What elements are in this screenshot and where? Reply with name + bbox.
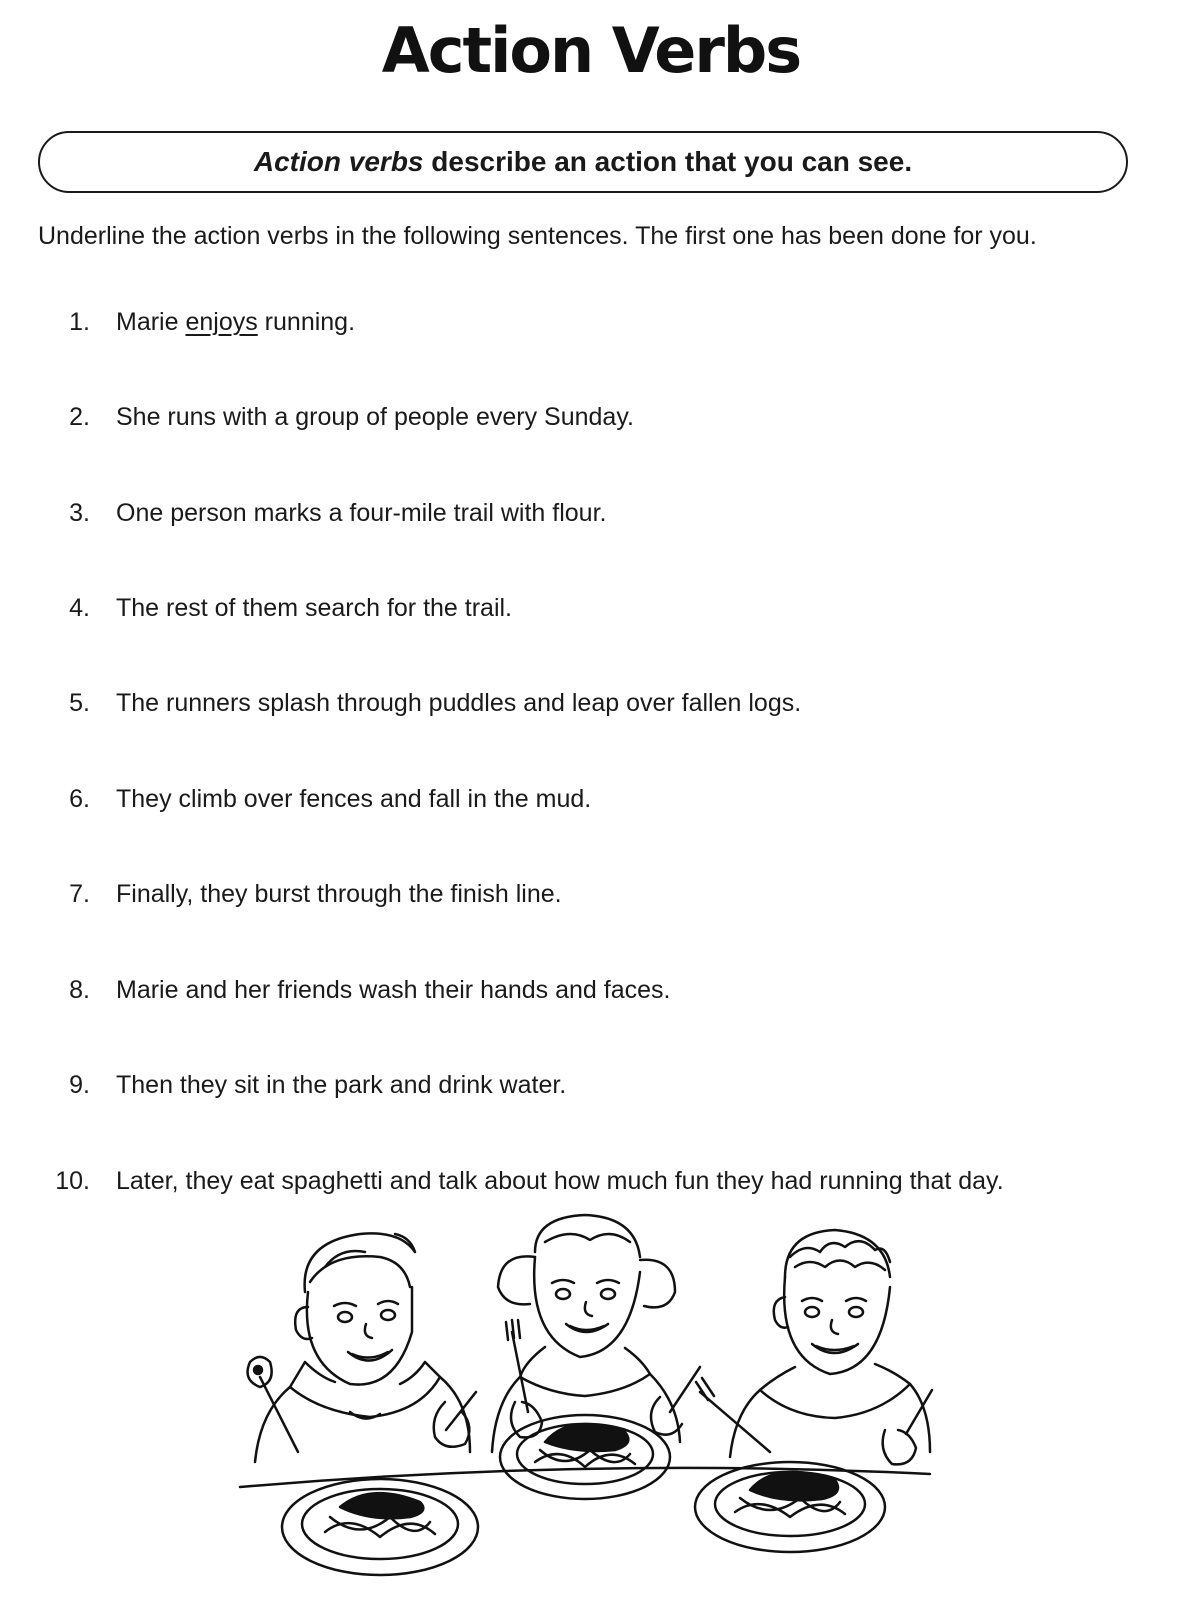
sentence-text: Then they sit in the park and drink water.	[116, 1071, 567, 1099]
plate-right	[695, 1462, 885, 1552]
sentence-before: Marie	[116, 308, 186, 336]
item-number: 5.	[69, 689, 90, 717]
underlined-verb: enjoys	[185, 308, 258, 336]
sentence-text	[116, 308, 355, 337]
item-number: 4.	[69, 594, 90, 622]
plate-left	[282, 1479, 478, 1575]
item-number: 1.	[69, 308, 90, 336]
item-number: 6.	[69, 785, 90, 813]
sentence-after: running.	[257, 308, 356, 336]
left-child	[248, 1233, 476, 1462]
sentence-text: The rest of them search for the trail.	[116, 594, 512, 622]
sentence-text: She runs with a group of people every Sunday.	[116, 403, 634, 431]
right-child	[696, 1230, 932, 1464]
sentence-text: They climb over fences and fall in the mud.	[116, 785, 592, 813]
definition-text: describe an action that you can see.	[423, 146, 913, 177]
item-number: 3.	[69, 499, 90, 527]
sentence-text: Marie and her friends wash their hands and faces.	[116, 976, 671, 1004]
children-eating-spaghetti-illustration	[230, 1212, 950, 1607]
item-number: 2.	[69, 403, 90, 431]
item-number: 9.	[69, 1071, 90, 1099]
plate-middle	[500, 1415, 670, 1499]
page-title: Action Verbs	[381, 14, 801, 87]
sentence-text: Later, they eat spaghetti and talk about how much fun they had running that day.	[116, 1167, 1004, 1195]
item-number: 10.	[55, 1167, 90, 1195]
item-number: 7.	[69, 880, 90, 908]
definition-box	[38, 131, 1128, 193]
sentence-text: One person marks a four-mile trail with flour.	[116, 499, 607, 527]
sentence-text: The runners splash through puddles and leap over fallen logs.	[116, 689, 802, 717]
instructions: Underline the action verbs in the following sentences. The first one has been done for you.	[38, 222, 1037, 250]
item-number: 8.	[69, 976, 90, 1004]
sentence-text: Finally, they burst through the finish line.	[116, 880, 562, 908]
definition-term: Action verbs	[253, 146, 424, 177]
